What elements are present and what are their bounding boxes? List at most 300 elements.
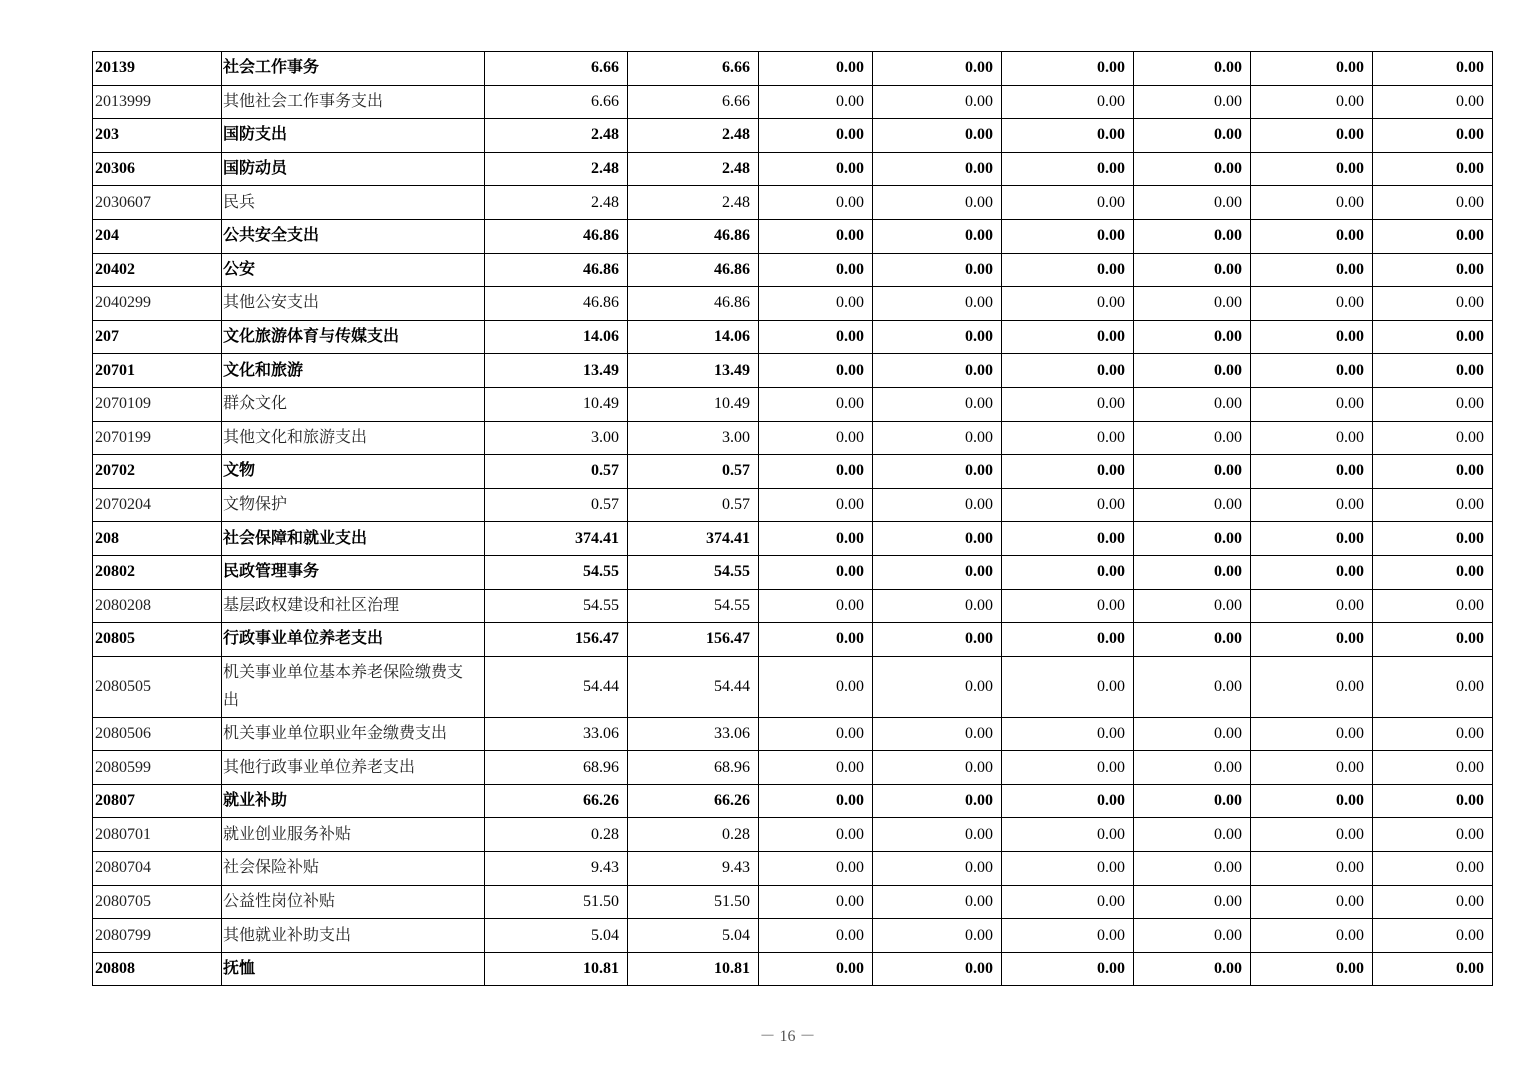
amount-cell: 374.41 — [485, 522, 628, 556]
amount-cell: 0.00 — [1002, 623, 1134, 657]
table-row — [93, 387, 1493, 421]
amount-cell: 0.00 — [1251, 253, 1373, 287]
amount-cell: 0.00 — [1002, 354, 1134, 388]
amount-cell: 0.00 — [1002, 253, 1134, 287]
amount-cell: 0.00 — [873, 186, 1002, 220]
amount-cell: 46.86 — [628, 287, 759, 321]
amount-cell: 0.00 — [1002, 717, 1134, 751]
amount-cell: 0.00 — [1002, 885, 1134, 919]
account-code-cell: 2080599 — [93, 751, 222, 785]
amount-cell: 0.00 — [1002, 852, 1134, 886]
table-row — [93, 885, 1493, 919]
amount-cell: 0.00 — [1134, 119, 1251, 153]
account-name-cell: 行政事业单位养老支出 — [222, 623, 485, 657]
account-name-cell: 社会保障和就业支出 — [222, 522, 485, 556]
account-name-cell: 文物保护 — [222, 488, 485, 522]
account-name-cell: 公共安全支出 — [222, 219, 485, 253]
amount-cell: 0.00 — [873, 52, 1002, 86]
amount-cell: 0.00 — [1134, 656, 1251, 717]
amount-cell: 0.00 — [1134, 589, 1251, 623]
amount-cell: 0.00 — [1134, 952, 1251, 986]
amount-cell: 0.00 — [1002, 522, 1134, 556]
account-code-cell: 2080506 — [93, 717, 222, 751]
amount-cell: 0.00 — [759, 287, 873, 321]
account-code-cell: 2080799 — [93, 919, 222, 953]
amount-cell: 0.00 — [759, 555, 873, 589]
amount-cell: 0.00 — [1373, 52, 1493, 86]
amount-cell: 0.00 — [1134, 852, 1251, 886]
amount-cell: 0.00 — [1373, 119, 1493, 153]
account-code-cell: 2030607 — [93, 186, 222, 220]
amount-cell: 0.00 — [1373, 287, 1493, 321]
amount-cell: 46.86 — [628, 253, 759, 287]
amount-cell: 9.43 — [485, 852, 628, 886]
amount-cell: 51.50 — [485, 885, 628, 919]
amount-cell: 0.28 — [485, 818, 628, 852]
amount-cell: 0.00 — [1002, 119, 1134, 153]
account-name-cell: 公安 — [222, 253, 485, 287]
table-row — [93, 119, 1493, 153]
amount-cell: 0.00 — [873, 522, 1002, 556]
amount-cell: 0.00 — [873, 952, 1002, 986]
amount-cell: 0.00 — [1134, 885, 1251, 919]
amount-cell: 0.00 — [1251, 522, 1373, 556]
amount-cell: 0.00 — [1373, 555, 1493, 589]
amount-cell: 0.00 — [1002, 421, 1134, 455]
account-code-cell: 2070109 — [93, 387, 222, 421]
amount-cell: 2.48 — [485, 152, 628, 186]
account-code-cell: 20702 — [93, 455, 222, 489]
amount-cell: 0.00 — [1002, 656, 1134, 717]
amount-cell: 0.00 — [1373, 320, 1493, 354]
amount-cell: 0.00 — [1002, 589, 1134, 623]
amount-cell: 0.00 — [1373, 253, 1493, 287]
amount-cell: 2.48 — [628, 152, 759, 186]
account-code-cell: 20402 — [93, 253, 222, 287]
amount-cell: 0.00 — [1251, 784, 1373, 818]
amount-cell: 0.00 — [1373, 952, 1493, 986]
amount-cell: 0.00 — [1373, 488, 1493, 522]
amount-cell: 0.00 — [1251, 852, 1373, 886]
account-name-cell: 社会保险补贴 — [222, 852, 485, 886]
amount-cell: 0.57 — [485, 455, 628, 489]
amount-cell: 66.26 — [628, 784, 759, 818]
amount-cell: 0.00 — [759, 522, 873, 556]
amount-cell: 0.00 — [1251, 717, 1373, 751]
amount-cell: 0.00 — [1251, 818, 1373, 852]
account-name-cell: 民政管理事务 — [222, 555, 485, 589]
account-name-cell: 群众文化 — [222, 387, 485, 421]
amount-cell: 0.00 — [873, 818, 1002, 852]
amount-cell: 0.00 — [1251, 488, 1373, 522]
amount-cell: 0.00 — [1373, 656, 1493, 717]
amount-cell: 0.00 — [1251, 589, 1373, 623]
amount-cell: 46.86 — [485, 253, 628, 287]
table-row — [93, 522, 1493, 556]
amount-cell: 0.00 — [1373, 152, 1493, 186]
amount-cell: 0.00 — [1002, 152, 1134, 186]
account-name-cell: 基层政权建设和社区治理 — [222, 589, 485, 623]
amount-cell: 33.06 — [485, 717, 628, 751]
account-code-cell: 2070204 — [93, 488, 222, 522]
amount-cell: 0.00 — [1134, 818, 1251, 852]
amount-cell: 0.00 — [759, 784, 873, 818]
amount-cell: 0.00 — [759, 656, 873, 717]
account-code-cell: 208 — [93, 522, 222, 556]
amount-cell: 0.00 — [1002, 52, 1134, 86]
account-code-cell: 2080208 — [93, 589, 222, 623]
amount-cell: 2.48 — [485, 119, 628, 153]
amount-cell: 0.00 — [1373, 522, 1493, 556]
amount-cell: 0.00 — [1373, 354, 1493, 388]
account-name-cell: 其他文化和旅游支出 — [222, 421, 485, 455]
amount-cell: 0.00 — [1251, 85, 1373, 119]
amount-cell: 0.00 — [1373, 219, 1493, 253]
amount-cell: 0.00 — [1373, 818, 1493, 852]
table-row — [93, 354, 1493, 388]
amount-cell: 13.49 — [628, 354, 759, 388]
amount-cell: 0.00 — [1002, 488, 1134, 522]
amount-cell: 0.00 — [1373, 85, 1493, 119]
amount-cell: 3.00 — [628, 421, 759, 455]
account-code-cell: 20805 — [93, 623, 222, 657]
amount-cell: 0.00 — [1134, 421, 1251, 455]
account-name-cell: 公益性岗位补贴 — [222, 885, 485, 919]
amount-cell: 156.47 — [485, 623, 628, 657]
account-code-cell: 2013999 — [93, 85, 222, 119]
amount-cell: 54.55 — [485, 589, 628, 623]
amount-cell: 0.00 — [873, 488, 1002, 522]
amount-cell: 0.00 — [1002, 287, 1134, 321]
account-code-cell: 2080705 — [93, 885, 222, 919]
amount-cell: 0.00 — [1251, 52, 1373, 86]
account-name-cell: 抚恤 — [222, 952, 485, 986]
amount-cell: 0.00 — [759, 219, 873, 253]
amount-cell: 46.86 — [628, 219, 759, 253]
amount-cell: 10.49 — [628, 387, 759, 421]
amount-cell: 6.66 — [628, 52, 759, 86]
amount-cell: 0.00 — [873, 656, 1002, 717]
amount-cell: 0.00 — [873, 852, 1002, 886]
amount-cell: 0.00 — [759, 919, 873, 953]
amount-cell: 0.00 — [873, 555, 1002, 589]
amount-cell: 0.00 — [1251, 952, 1373, 986]
amount-cell: 54.55 — [628, 555, 759, 589]
account-code-cell: 207 — [93, 320, 222, 354]
amount-cell: 0.00 — [1134, 320, 1251, 354]
amount-cell: 0.00 — [1134, 784, 1251, 818]
amount-cell: 2.48 — [628, 119, 759, 153]
amount-cell: 0.00 — [1134, 219, 1251, 253]
amount-cell: 0.00 — [1002, 387, 1134, 421]
account-name-cell: 其他社会工作事务支出 — [222, 85, 485, 119]
amount-cell: 0.00 — [759, 589, 873, 623]
table-row — [93, 717, 1493, 751]
table-row — [93, 186, 1493, 220]
amount-cell: 0.00 — [759, 186, 873, 220]
amount-cell: 46.86 — [485, 287, 628, 321]
amount-cell: 0.00 — [1002, 219, 1134, 253]
amount-cell: 54.44 — [485, 656, 628, 717]
account-name-cell: 就业补助 — [222, 784, 485, 818]
amount-cell: 6.66 — [485, 52, 628, 86]
amount-cell: 0.00 — [759, 885, 873, 919]
budget-table — [92, 51, 1493, 986]
account-code-cell: 2070199 — [93, 421, 222, 455]
amount-cell: 156.47 — [628, 623, 759, 657]
amount-cell: 0.00 — [1251, 219, 1373, 253]
amount-cell: 54.44 — [628, 656, 759, 717]
amount-cell: 0.00 — [873, 253, 1002, 287]
account-code-cell: 20701 — [93, 354, 222, 388]
amount-cell: 0.00 — [1373, 186, 1493, 220]
account-name-cell: 文化和旅游 — [222, 354, 485, 388]
amount-cell: 0.00 — [759, 455, 873, 489]
amount-cell: 0.00 — [873, 354, 1002, 388]
amount-cell: 0.00 — [759, 85, 873, 119]
amount-cell: 0.00 — [759, 852, 873, 886]
amount-cell: 0.57 — [628, 455, 759, 489]
amount-cell: 46.86 — [485, 219, 628, 253]
amount-cell: 0.00 — [759, 354, 873, 388]
amount-cell: 13.49 — [485, 354, 628, 388]
account-code-cell: 2080704 — [93, 852, 222, 886]
amount-cell: 33.06 — [628, 717, 759, 751]
amount-cell: 0.00 — [1002, 919, 1134, 953]
amount-cell: 0.00 — [873, 751, 1002, 785]
table-row — [93, 818, 1493, 852]
amount-cell: 3.00 — [485, 421, 628, 455]
table-row — [93, 152, 1493, 186]
amount-cell: 0.00 — [1134, 919, 1251, 953]
amount-cell: 0.00 — [759, 52, 873, 86]
amount-cell: 0.00 — [1134, 751, 1251, 785]
account-name-cell: 其他公安支出 — [222, 287, 485, 321]
account-code-cell: 204 — [93, 219, 222, 253]
amount-cell: 10.81 — [485, 952, 628, 986]
amount-cell: 0.00 — [1134, 555, 1251, 589]
amount-cell: 0.00 — [1373, 717, 1493, 751]
amount-cell: 0.00 — [1002, 455, 1134, 489]
amount-cell: 0.00 — [759, 421, 873, 455]
account-name-cell: 文化旅游体育与传媒支出 — [222, 320, 485, 354]
amount-cell: 2.48 — [485, 186, 628, 220]
amount-cell: 0.00 — [1251, 421, 1373, 455]
amount-cell: 0.00 — [759, 152, 873, 186]
amount-cell: 0.00 — [873, 421, 1002, 455]
amount-cell: 0.00 — [1373, 421, 1493, 455]
table-row — [93, 488, 1493, 522]
amount-cell: 0.00 — [1251, 656, 1373, 717]
amount-cell: 0.00 — [1134, 85, 1251, 119]
amount-cell: 0.57 — [485, 488, 628, 522]
account-code-cell: 203 — [93, 119, 222, 153]
amount-cell: 0.00 — [1134, 152, 1251, 186]
amount-cell: 0.00 — [1002, 555, 1134, 589]
account-code-cell: 20802 — [93, 555, 222, 589]
amount-cell: 0.00 — [759, 253, 873, 287]
amount-cell: 0.00 — [759, 320, 873, 354]
table-row — [93, 253, 1493, 287]
amount-cell: 0.00 — [873, 784, 1002, 818]
account-code-cell: 20139 — [93, 52, 222, 86]
amount-cell: 0.00 — [759, 488, 873, 522]
amount-cell: 0.00 — [759, 387, 873, 421]
amount-cell: 0.00 — [873, 320, 1002, 354]
amount-cell: 0.00 — [873, 589, 1002, 623]
table-row — [93, 555, 1493, 589]
amount-cell: 0.00 — [1002, 784, 1134, 818]
amount-cell: 5.04 — [628, 919, 759, 953]
amount-cell: 0.00 — [1373, 623, 1493, 657]
amount-cell: 0.00 — [1002, 186, 1134, 220]
amount-cell: 0.00 — [1002, 320, 1134, 354]
amount-cell: 0.00 — [1251, 623, 1373, 657]
amount-cell: 0.00 — [873, 152, 1002, 186]
amount-cell: 0.00 — [1251, 186, 1373, 220]
account-name-cell: 文物 — [222, 455, 485, 489]
amount-cell: 0.00 — [1134, 717, 1251, 751]
amount-cell: 0.00 — [1251, 152, 1373, 186]
amount-cell: 0.00 — [873, 919, 1002, 953]
table-row — [93, 751, 1493, 785]
amount-cell: 0.00 — [1134, 488, 1251, 522]
amount-cell: 0.57 — [628, 488, 759, 522]
table-row — [93, 656, 1493, 717]
amount-cell: 54.55 — [485, 555, 628, 589]
amount-cell: 374.41 — [628, 522, 759, 556]
amount-cell: 0.00 — [1373, 455, 1493, 489]
table-row — [93, 455, 1493, 489]
amount-cell: 0.00 — [1373, 852, 1493, 886]
amount-cell: 6.66 — [485, 85, 628, 119]
table-body — [93, 52, 1493, 986]
table-row — [93, 919, 1493, 953]
amount-cell: 0.00 — [1373, 589, 1493, 623]
table-row — [93, 852, 1493, 886]
amount-cell: 0.00 — [873, 455, 1002, 489]
amount-cell: 0.00 — [1251, 287, 1373, 321]
amount-cell: 0.00 — [1373, 784, 1493, 818]
account-code-cell: 20808 — [93, 952, 222, 986]
amount-cell: 0.00 — [1251, 751, 1373, 785]
account-name-cell: 就业创业服务补贴 — [222, 818, 485, 852]
account-name-cell: 国防支出 — [222, 119, 485, 153]
amount-cell: 5.04 — [485, 919, 628, 953]
account-name-cell: 民兵 — [222, 186, 485, 220]
amount-cell: 0.00 — [1373, 885, 1493, 919]
amount-cell: 0.00 — [873, 885, 1002, 919]
amount-cell: 0.00 — [1002, 818, 1134, 852]
table-row — [93, 320, 1493, 354]
amount-cell: 10.81 — [628, 952, 759, 986]
amount-cell: 0.00 — [759, 717, 873, 751]
amount-cell: 0.00 — [1251, 555, 1373, 589]
amount-cell: 14.06 — [485, 320, 628, 354]
amount-cell: 0.00 — [1134, 387, 1251, 421]
table-row — [93, 784, 1493, 818]
amount-cell: 0.00 — [873, 387, 1002, 421]
amount-cell: 0.00 — [759, 952, 873, 986]
account-name-cell: 机关事业单位基本养老保险缴费支出 — [222, 656, 485, 717]
account-name-cell: 机关事业单位职业年金缴费支出 — [222, 717, 485, 751]
amount-cell: 0.00 — [873, 219, 1002, 253]
amount-cell: 51.50 — [628, 885, 759, 919]
amount-cell: 10.49 — [485, 387, 628, 421]
amount-cell: 0.00 — [759, 623, 873, 657]
amount-cell: 0.00 — [1373, 751, 1493, 785]
amount-cell: 0.00 — [1134, 253, 1251, 287]
table-row — [93, 952, 1493, 986]
amount-cell: 0.00 — [1251, 354, 1373, 388]
account-code-cell: 2080701 — [93, 818, 222, 852]
amount-cell: 0.00 — [1251, 387, 1373, 421]
amount-cell: 0.00 — [1373, 919, 1493, 953]
account-code-cell: 20807 — [93, 784, 222, 818]
table-row — [93, 85, 1493, 119]
amount-cell: 0.00 — [873, 623, 1002, 657]
account-code-cell: 2040299 — [93, 287, 222, 321]
account-name-cell: 社会工作事务 — [222, 52, 485, 86]
amount-cell: 0.00 — [1002, 85, 1134, 119]
amount-cell: 0.00 — [1251, 885, 1373, 919]
amount-cell: 14.06 — [628, 320, 759, 354]
account-name-cell: 其他就业补助支出 — [222, 919, 485, 953]
table-row — [93, 589, 1493, 623]
amount-cell: 0.00 — [1134, 52, 1251, 86]
amount-cell: 6.66 — [628, 85, 759, 119]
amount-cell: 9.43 — [628, 852, 759, 886]
amount-cell: 0.00 — [759, 119, 873, 153]
account-name-cell: 国防动员 — [222, 152, 485, 186]
account-code-cell: 20306 — [93, 152, 222, 186]
amount-cell: 0.00 — [1134, 522, 1251, 556]
table-row — [93, 287, 1493, 321]
amount-cell: 0.00 — [873, 717, 1002, 751]
table-row — [93, 623, 1493, 657]
amount-cell: 0.00 — [1002, 751, 1134, 785]
page-number: － 16 － — [759, 1028, 816, 1045]
amount-cell: 0.00 — [1251, 455, 1373, 489]
amount-cell: 54.55 — [628, 589, 759, 623]
amount-cell: 0.00 — [1134, 455, 1251, 489]
amount-cell: 0.00 — [1134, 287, 1251, 321]
amount-cell: 0.00 — [873, 287, 1002, 321]
amount-cell: 66.26 — [485, 784, 628, 818]
amount-cell: 0.00 — [1002, 952, 1134, 986]
amount-cell: 0.00 — [1251, 320, 1373, 354]
amount-cell: 0.00 — [873, 85, 1002, 119]
amount-cell: 0.00 — [1134, 186, 1251, 220]
amount-cell: 0.00 — [1373, 387, 1493, 421]
amount-cell: 0.00 — [1251, 919, 1373, 953]
amount-cell: 0.00 — [759, 751, 873, 785]
table-row — [93, 421, 1493, 455]
amount-cell: 0.00 — [873, 119, 1002, 153]
amount-cell: 68.96 — [628, 751, 759, 785]
account-name-cell: 其他行政事业单位养老支出 — [222, 751, 485, 785]
amount-cell: 0.00 — [1251, 119, 1373, 153]
table-row — [93, 219, 1493, 253]
amount-cell: 0.00 — [1134, 354, 1251, 388]
account-code-cell: 2080505 — [93, 656, 222, 717]
amount-cell: 68.96 — [485, 751, 628, 785]
amount-cell: 2.48 — [628, 186, 759, 220]
amount-cell: 0.00 — [1134, 623, 1251, 657]
amount-cell: 0.00 — [759, 818, 873, 852]
table-row — [93, 52, 1493, 86]
amount-cell: 0.28 — [628, 818, 759, 852]
